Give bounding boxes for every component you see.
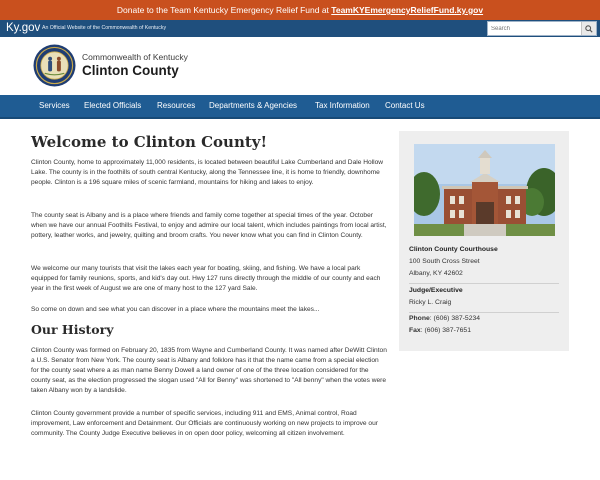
history-heading: Our History bbox=[31, 322, 114, 337]
sidebar-divider bbox=[409, 283, 559, 284]
fax-label: Fax bbox=[409, 327, 421, 334]
fax-line bbox=[409, 327, 471, 334]
judge-name: Ricky L. Craig bbox=[409, 299, 452, 306]
phone-number[interactable]: : (606) 387-5234 bbox=[429, 315, 481, 322]
site-title[interactable]: Clinton County bbox=[82, 63, 179, 78]
search-input[interactable] bbox=[488, 22, 582, 35]
fax-number: : (606) 387-7651 bbox=[420, 327, 471, 334]
welcome-paragraph: So come on down and see what you can discover in a place where the mountains meet the lakes... bbox=[31, 306, 320, 313]
welcome-paragraph: Clinton County, home to approximately 11,000 residents, is located between beautiful Lake Cumberland and Dale Hollow Lake. The county is in the foothills of south central Kentucky, along the Tennessee line, it is home to friendly, downhome people. Clinton is a 196 square miles of scenic farmland, mountains for hiking and lakes to enjoy. bbox=[31, 159, 383, 187]
search-box bbox=[487, 21, 597, 36]
sidebar-divider bbox=[409, 312, 559, 313]
nav-services[interactable]: Services bbox=[39, 101, 70, 110]
kygov-bar bbox=[0, 20, 600, 37]
nav-contact-us[interactable]: Contact Us bbox=[385, 101, 425, 110]
search-button[interactable] bbox=[581, 22, 596, 35]
courthouse-photo bbox=[414, 144, 555, 236]
site-subtitle: Commonwealth of Kentucky bbox=[82, 52, 188, 62]
donate-banner bbox=[0, 0, 600, 20]
history-paragraph: Clinton County was formed on February 20, 1835 from Wayne and Cumberland County. It was named after DeWitt Clinton a U.S. Senator from New York. The county seat is Albany and folklore has it that the name came from a special election for the county seat where a as man name Benny Dowell a land owner of one of the three location considered for the county seat, as the election progressed the slogan used "All for Benny" was shortened to "All benny" when the votes were taken Albany won by a landslide. bbox=[31, 347, 387, 395]
courthouse-label: Clinton County Courthouse bbox=[409, 246, 498, 253]
main-nav bbox=[0, 95, 600, 117]
history-paragraph: Clinton County government provide a number of specific services, including 911 and EMS, Animal control, Road improvement, Law enforcement and Detainment. Our Officials are continuously working on new projects to improve our community. The County Judge Executive believes in on open door policy, welcoming all citizen involvement. bbox=[31, 410, 378, 438]
nav-departments-agencies[interactable]: Departments & Agencies bbox=[209, 101, 298, 110]
kygov-logo[interactable]: Ky.gov bbox=[6, 22, 41, 34]
address-line2: Albany, KY 42602 bbox=[409, 270, 463, 277]
welcome-paragraph: The county seat is Albany and is a place where friends and family come together at special times of the year. October when we have our annual Foothills Festival, to enjoy and admire our local talent, which includes paintings from local artist, pottery, leather works, and jewelry, quilting and broom crafts. You never know what you can find in Clinton County. bbox=[31, 212, 387, 240]
kentucky-seal-icon[interactable] bbox=[33, 44, 76, 87]
welcome-paragraph: We welcome our many tourists that visit the lakes each year for boating, skiing, and fishing. We have a local park equipped for family reunions, sports, and kid's day out. Hwy 127 runs directly through the middle of our county and each year in the first week of August we are one of many host to the 127 yard Sale. bbox=[31, 265, 381, 293]
address-line1: 100 South Cross Street bbox=[409, 258, 480, 265]
nav-tax-information[interactable]: Tax Information bbox=[315, 101, 370, 110]
welcome-heading: Welcome to Clinton County! bbox=[31, 133, 268, 151]
phone-label: Phone bbox=[409, 315, 430, 322]
nav-divider bbox=[0, 117, 600, 119]
donate-link[interactable]: TeamKYEmergencyReliefFund.ky.gov bbox=[331, 5, 484, 15]
phone-line bbox=[409, 315, 480, 322]
donate-text: Donate to the Team Kentucky Emergency Relief Fund at bbox=[116, 5, 332, 15]
nav-resources[interactable]: Resources bbox=[157, 101, 196, 110]
judge-label: Judge/Executive bbox=[409, 287, 463, 294]
masthead bbox=[0, 37, 600, 95]
kygov-tagline: An Official Website of the Commonwealth of Kentucky bbox=[42, 25, 167, 31]
magnifier-icon bbox=[585, 25, 593, 33]
nav-elected-officials[interactable]: Elected Officials bbox=[84, 101, 142, 110]
